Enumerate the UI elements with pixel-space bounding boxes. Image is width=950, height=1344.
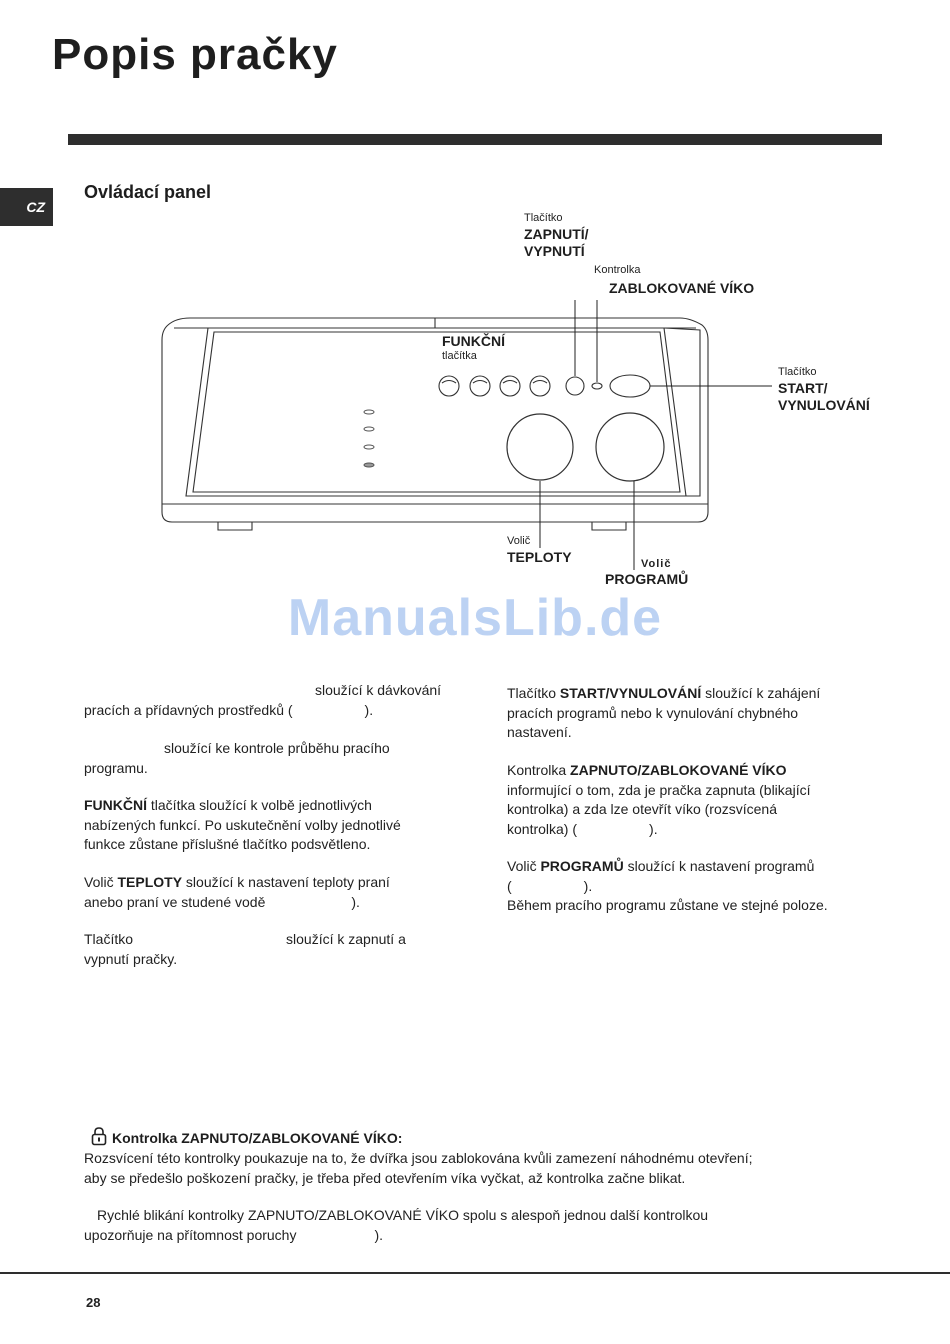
function-buttons-label: FUNKČNÍ xyxy=(442,333,505,349)
power-button-label-small: Tlačítko xyxy=(524,212,563,224)
page-title: Popis pračky xyxy=(52,30,338,79)
right-paragraph-1: Tlačítko START/VYNULOVÁNÍ sloužící k zahájení pracích programů nebo k vynulování chybného nastavení. xyxy=(507,685,821,740)
temperature-knob xyxy=(507,414,573,480)
footer-rule xyxy=(0,1272,950,1274)
note-paragraph-2: Rychlé blikání kontrolky ZAPNUTO/ZABLOKOVANÉ VÍKO spolu s alespoň jednou další kontrolkou upozorňuje na přítomnost poruchy ). xyxy=(84,1207,709,1243)
start-bold: START/VYNULOVÁNÍ xyxy=(559,685,702,701)
left-paragraph-1 xyxy=(84,681,464,720)
note-heading: Kontrolka ZAPNUTO/ZABLOKOVANÉ VÍKO: xyxy=(112,1130,403,1146)
header-rule xyxy=(68,134,882,145)
indicator-light-icon xyxy=(364,445,374,449)
left-paragraph-4: Volič TEPLOTY sloužící k nastavení teploty praní anebo praní ve studené vodě ). xyxy=(84,874,390,910)
temperature-knob-label: TEPLOTY xyxy=(507,549,572,565)
progress-text-line1: sloužící ke kontrole průběhu pracího xyxy=(164,740,390,756)
power-button-label xyxy=(524,226,589,260)
function-button-1 xyxy=(439,376,459,396)
indicator-light-icon xyxy=(364,410,374,414)
lid-lock-bold: ZAPNUTO/ZABLOKOVANÉ VÍKO xyxy=(570,762,787,778)
right-paragraph-2: Kontrolka ZAPNUTO/ZABLOKOVANÉ VÍKO informující o tom, zda je pračka zapnuta (blikající kontrolka) a zda lze otevřít víko (rozsvícená kontrolka) ( ). xyxy=(507,762,811,837)
lock-icon xyxy=(90,1126,110,1146)
indicator-lights xyxy=(364,410,374,467)
start-button-label-line1: START/ xyxy=(778,380,828,396)
power-button xyxy=(566,377,584,395)
watermark: ManualsLib.de xyxy=(287,589,663,647)
power-button-label-line2: VYPNUTÍ xyxy=(524,243,585,259)
page-number: 28 xyxy=(86,1295,101,1310)
program-knob xyxy=(596,413,664,481)
detergent-text-line1: sloužící k dávkování xyxy=(315,682,442,698)
function-buttons xyxy=(439,375,650,397)
start-button-label-small: Tlačítko xyxy=(778,366,817,378)
temperature-knob-label-small: Volič xyxy=(507,535,531,547)
program-knob-label-small: Volič xyxy=(641,558,672,570)
start-button xyxy=(610,375,650,397)
program-knob-label: PROGRAMŮ xyxy=(605,571,689,587)
detergent-text-line2: pracích a přídavných prostředků ( ). xyxy=(84,701,374,718)
function-bold: FUNKČNÍ xyxy=(84,797,147,813)
function-buttons-label-small: tlačítka xyxy=(442,350,477,362)
power-button-label-line1: ZAPNUTÍ/ xyxy=(524,226,589,242)
left-paragraph-2 xyxy=(84,739,464,778)
right-paragraph-3: Volič PROGRAMŮ sloužící k nastavení programů ( ). Během pracího programu zůstane ve stejné poloze. xyxy=(507,858,828,913)
function-button-3 xyxy=(500,376,520,396)
function-button-2 xyxy=(470,376,490,396)
left-paragraph-3: FUNKČNÍ tlačítka sloužící k volbě jednotlivých nabízených funkcí. Po uskutečnění volby jednotlivé funkce zůstane příslušné tlačítko podsvětleno. xyxy=(84,797,401,852)
function-button-4 xyxy=(530,376,550,396)
section-heading: Ovládací panel xyxy=(84,182,212,202)
control-panel-diagram xyxy=(150,300,890,600)
lid-lock-light xyxy=(592,383,602,389)
temperature-bold: TEPLOTY xyxy=(117,874,183,890)
language-tab: CZ xyxy=(0,188,53,226)
lid-lock-label: ZABLOKOVANÉ VÍKO xyxy=(609,280,755,296)
left-paragraph-5: Tlačítko sloužící k zapnutí a vypnutí pračky. xyxy=(84,931,406,967)
indicator-light-icon xyxy=(364,427,374,431)
start-button-label-line2: VYNULOVÁNÍ xyxy=(778,397,870,413)
progress-text-line2: programu. xyxy=(84,759,148,776)
indicator-light-icon xyxy=(364,463,374,467)
programs-bold: PROGRAMŮ xyxy=(540,858,624,874)
lid-lock-label-small: Kontrolka xyxy=(594,264,641,276)
note-paragraph-1: Rozsvícení této kontrolky poukazuje na to, že dvířka jsou zablokována kvůli zamezení náhodnému otevření; aby se předešlo poškození pračky, je třeba před otevřením víka vyčkat, až kontrolka začne blikat. xyxy=(84,1150,753,1186)
